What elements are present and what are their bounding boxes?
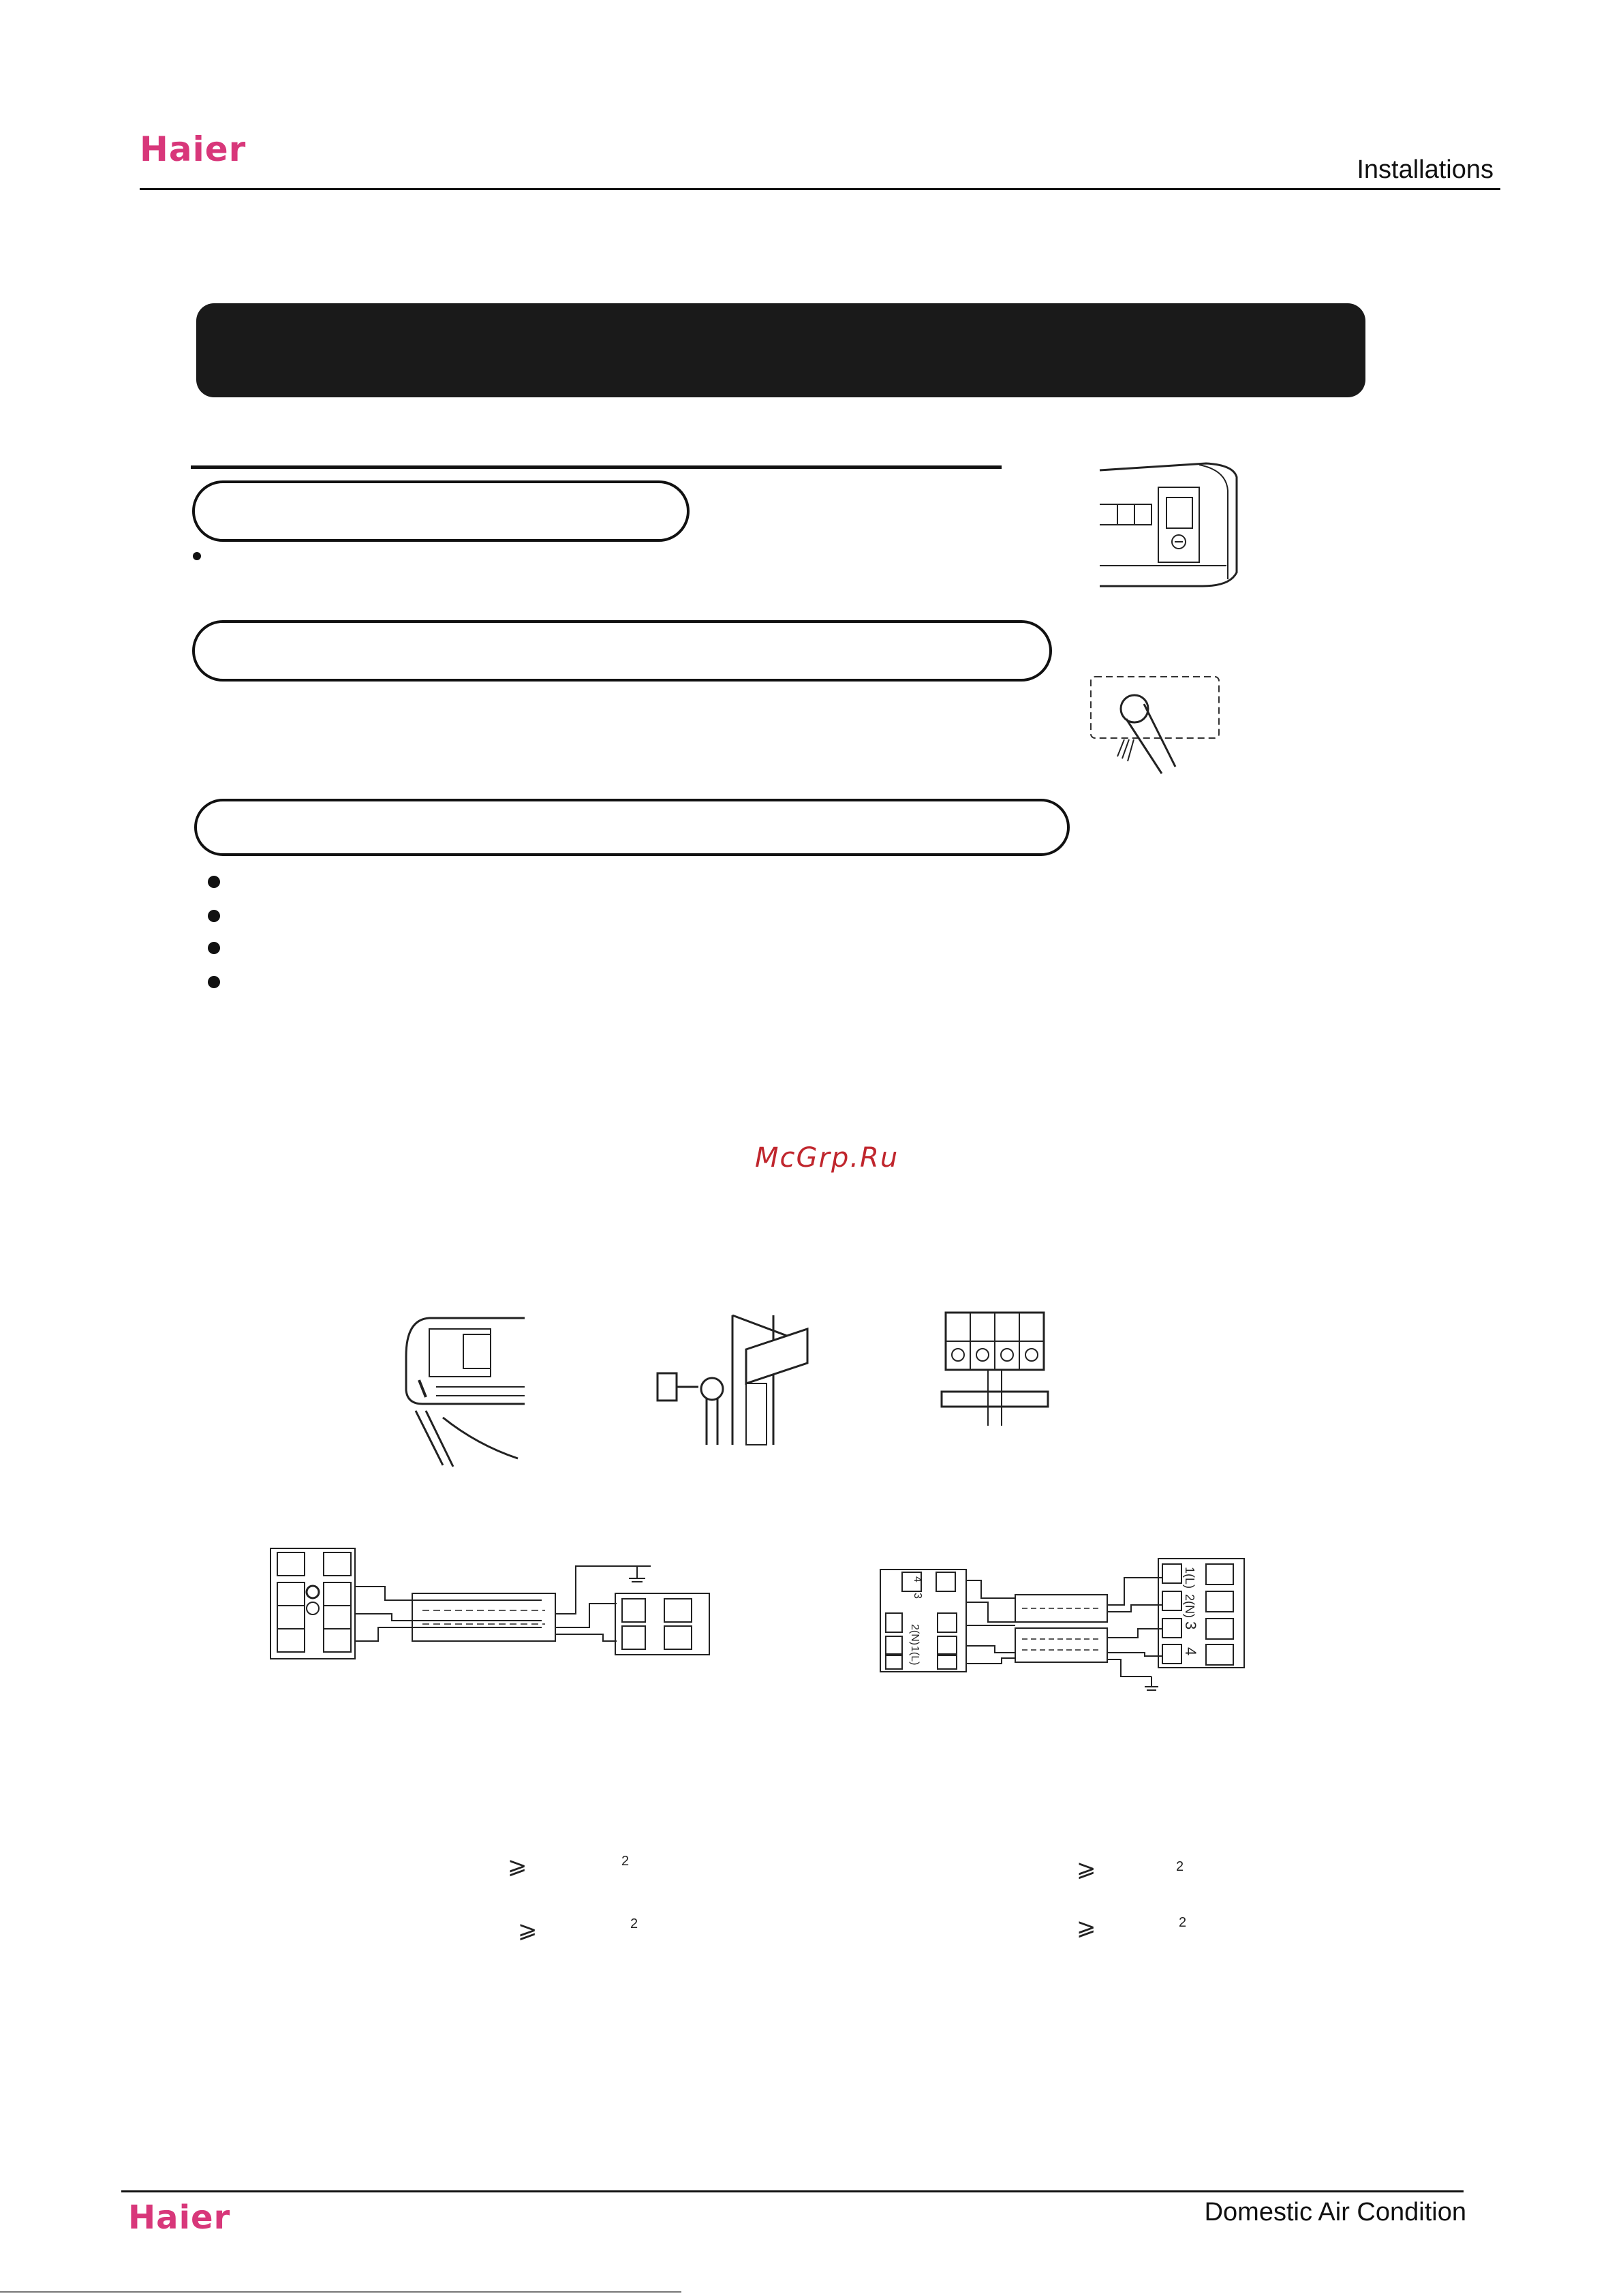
bullet-dot bbox=[208, 876, 220, 888]
geq-symbol: ⩾ bbox=[518, 1916, 538, 1944]
outdoor-terminal-label: 4 bbox=[1182, 1647, 1199, 1656]
bullet-dot bbox=[193, 552, 201, 560]
subheading-box-1 bbox=[192, 480, 690, 542]
title-banner bbox=[196, 303, 1365, 397]
screwdriver-detail-figure bbox=[1087, 671, 1223, 780]
superscript-2: 2 bbox=[621, 1854, 630, 1869]
geq-symbol: ⩾ bbox=[508, 1852, 527, 1880]
header-rule bbox=[140, 188, 1500, 190]
indoor-unit-side-figure bbox=[1090, 450, 1254, 593]
ring-terminal-figure bbox=[651, 1308, 814, 1452]
cable-entry-figure bbox=[402, 1315, 531, 1472]
footer-title: Domestic Air Condition bbox=[1204, 2198, 1466, 2226]
watermark: McGrp.Ru bbox=[755, 1142, 899, 1174]
geq-symbol: ⩾ bbox=[1077, 1855, 1096, 1882]
indoor-terminal-label: 3 bbox=[912, 1593, 923, 1599]
geq-symbol: ⩾ bbox=[1077, 1914, 1096, 1941]
wiring-diagram-3wire bbox=[879, 1557, 1247, 1694]
subheading-box-3 bbox=[194, 799, 1070, 856]
superscript-2: 2 bbox=[630, 1916, 638, 1931]
indoor-terminal-label: 4 bbox=[912, 1576, 923, 1582]
superscript-2: 2 bbox=[1176, 1859, 1184, 1874]
footer-logo: Haier bbox=[128, 2199, 231, 2237]
subheading-box-2 bbox=[192, 620, 1052, 682]
terminal-clamp-figure bbox=[940, 1310, 1049, 1426]
indoor-terminal-label: 2(N) bbox=[909, 1624, 921, 1646]
outdoor-terminal-label: 2(N) bbox=[1183, 1594, 1196, 1618]
footer-rule bbox=[121, 2190, 1464, 2192]
section-title: Installations bbox=[1357, 155, 1494, 184]
outdoor-terminal-label: 1(L) bbox=[1183, 1567, 1196, 1589]
section-rule bbox=[191, 465, 1002, 469]
indoor-terminal-label: 1(L) bbox=[909, 1646, 921, 1666]
bullet-dot bbox=[208, 976, 220, 988]
outdoor-terminal-label: 3 bbox=[1182, 1621, 1199, 1630]
superscript-2: 2 bbox=[1179, 1915, 1187, 1930]
wiring-diagram-2wire bbox=[269, 1546, 712, 1662]
bullet-dot bbox=[208, 910, 220, 922]
bullet-dot bbox=[208, 942, 220, 954]
header-logo: Haier bbox=[140, 129, 247, 169]
footer-bottom-rule bbox=[0, 2291, 681, 2293]
